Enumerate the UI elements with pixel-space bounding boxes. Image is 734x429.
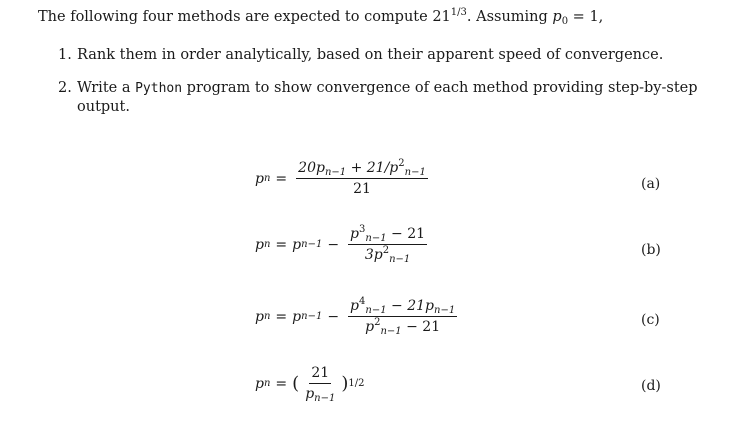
eq-a-num-sub2: n−1 (404, 167, 426, 178)
eq-a-num-supsub (398, 160, 426, 176)
eq-c-num-sub: n−1 (365, 305, 387, 316)
eq-c-num-sub2: n−1 (434, 305, 456, 316)
eq-c-num-supsub (359, 298, 387, 314)
eq-a-fraction (296, 160, 428, 197)
eq-c-lhs: p (255, 308, 264, 325)
eq-d-lhs: p (255, 375, 264, 392)
eq-c-den-rest: − 21 (401, 319, 441, 335)
eq-c-equals: = (275, 308, 288, 325)
list-item-2 (58, 80, 698, 96)
eq-a-denominator: 21 (353, 181, 371, 197)
list-number-2: 2. (58, 80, 72, 96)
eq-b-numerator (348, 226, 427, 245)
eq-b-num-sub: n−1 (365, 233, 387, 244)
eq-b-den-supsub (383, 247, 411, 263)
intro-p-sub: 0 (561, 16, 569, 27)
eq-d-label: (d) (641, 378, 661, 394)
intro-sentence (38, 9, 603, 25)
eq-c-label: (c) (641, 312, 660, 328)
eq-b-num-rest: − 21 (386, 226, 426, 242)
eq-a-num-plus: + 21/p (346, 160, 399, 176)
eq-d-close-paren: ) (341, 373, 349, 394)
eq-b-minus: − (327, 236, 340, 253)
eq-c-num-sup: 4 (359, 296, 366, 307)
intro-p-symbol: p (552, 9, 562, 25)
list-item-1 (58, 47, 663, 63)
eq-a-num-sub1: n−1 (324, 167, 347, 178)
eq-b-rhs-p: p (292, 236, 302, 253)
intro-text-start: The following four methods are expected to compute 21 (38, 9, 451, 25)
eq-a-numerator (296, 160, 428, 179)
eq-c-den-p: p (365, 319, 375, 335)
intro-exponent: 1/3 (450, 7, 467, 18)
intro-text-middle: . Assuming (466, 9, 553, 25)
eq-b-label: (b) (641, 242, 661, 258)
eq-b-den-coef: 3p (364, 247, 383, 263)
eq-c-fraction (348, 298, 457, 335)
eq-a-num-sup2: 2 (398, 158, 405, 169)
eq-d-den-p: p (305, 386, 315, 402)
equation-d: p n = ( $\frac{21}{p_{n-1}}$ ) 1/2 (255, 365, 365, 404)
eq-b-num-sup: 3 (359, 224, 366, 235)
eq-c-minus: − (327, 308, 340, 325)
eq-c-rhs-p: p (292, 308, 302, 325)
list-item-2-continuation: output. (77, 99, 130, 115)
eq-a-label: (a) (641, 176, 661, 192)
eq-c-den-supsub (374, 319, 402, 335)
eq-c-den-sub: n−1 (380, 326, 402, 337)
equation-b: p n = p n−1 − $\frac{p^3_{n-1} - 21}{3p^2_{n-1}}$ (255, 224, 426, 265)
eq-c-den-sup: 2 (374, 317, 381, 328)
eq-d-den-sub: n−1 (314, 393, 336, 404)
eq-b-fraction (348, 226, 427, 263)
eq-c-num-mid: − 21p (386, 298, 434, 314)
eq-d-open-paren: ( (292, 373, 300, 394)
eq-b-den-sup: 2 (382, 245, 390, 256)
eq-d-equals: = (275, 375, 288, 392)
eq-b-num-p: p (350, 226, 360, 242)
list-text-1: Rank them in order analytically, based on their apparent speed of convergence. (77, 47, 664, 63)
eq-b-den-sub: n−1 (389, 254, 411, 265)
equation-c: p n = p n−1 − $\frac{p^4_{n-1} - 21p_{n-1}}{p^2_{n-1} - 21}$ (255, 296, 456, 337)
equation-a: p n = $\frac{20p_{n-1} + 21/p^2_{n-1}}{21}$ (255, 158, 426, 197)
eq-d-numerator: 21 (309, 365, 331, 384)
python-code-word: Python (135, 81, 183, 96)
intro-text-end: = 1, (568, 9, 604, 25)
eq-b-equals: = (275, 236, 288, 253)
eq-a-num-coef: 20p (298, 160, 325, 176)
eq-a-lhs: p (255, 170, 264, 187)
list-text-2-before: Write a (77, 80, 136, 96)
eq-d-denominator (303, 384, 337, 402)
eq-b-lhs: p (255, 236, 264, 253)
eq-d-fraction (303, 365, 337, 402)
eq-a-equals: = (275, 170, 288, 187)
eq-c-num-p: p (350, 298, 360, 314)
eq-c-numerator (348, 298, 457, 317)
list-text-2-after: program to show convergence of each method providing step-by-step (182, 80, 698, 96)
eq-b-num-supsub (359, 226, 387, 242)
eq-b-denominator (363, 245, 412, 263)
eq-c-denominator (363, 317, 442, 335)
list-number-1: 1. (58, 47, 72, 63)
